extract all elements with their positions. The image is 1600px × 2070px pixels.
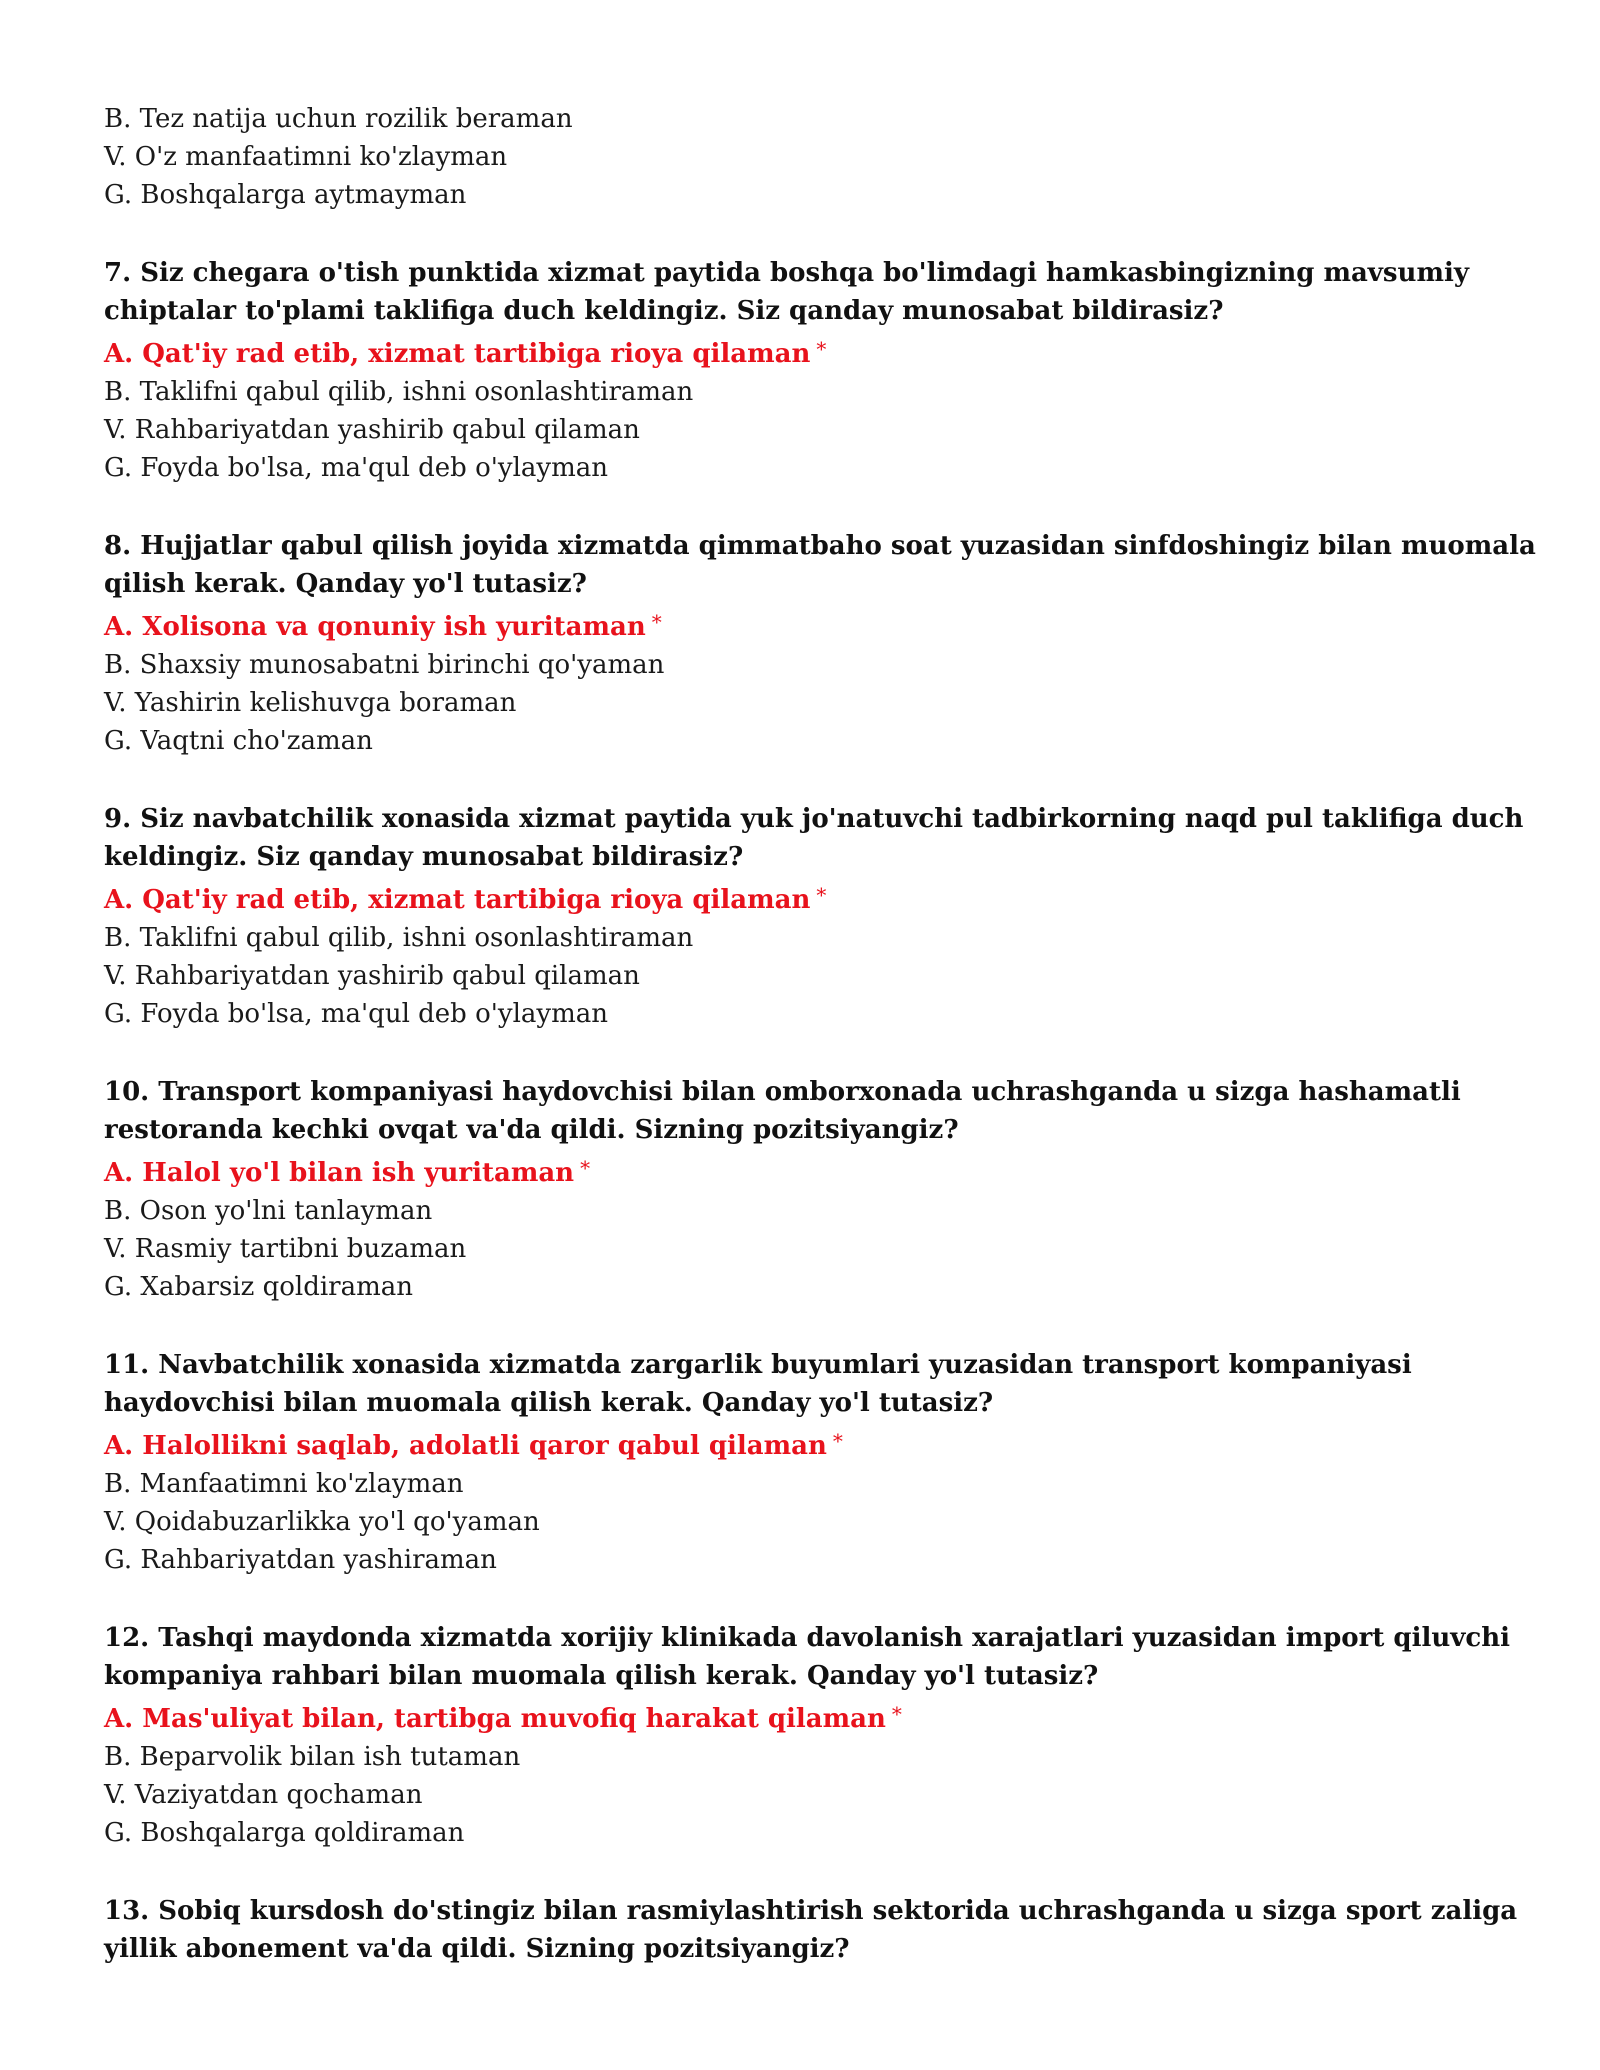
- question-text: 9. Siz navbatchilik xonasida xizmat paytida yuk jo'natuvchi tadbirkorning naqd pul taklifiga duch keldingiz. Siz qanday munosabat bildirasiz?: [104, 804, 1524, 872]
- correct-marker: *: [580, 1156, 591, 1180]
- correct-answer-text: A. Halol yo'l bilan ish yuritaman: [104, 1158, 575, 1188]
- question-8: [104, 527, 1544, 760]
- correct-answer-text: A. Qat'iy rad etib, xizmat tartibiga rioya qilaman: [104, 339, 811, 369]
- question-7: [104, 254, 1544, 487]
- answer-option: G. Vaqtni cho'zaman: [104, 726, 373, 756]
- question-text: 10. Transport kompaniyasi haydovchisi bilan omborxonada uchrashganda u sizga hashamatli restoranda kechki ovqat va'da qildi. Sizning pozitsiyangiz?: [104, 1077, 1461, 1145]
- answer-option: B. Taklifni qabul qilib, ishni osonlashtiraman: [104, 923, 694, 953]
- answer-option: V. Rahbariyatdan yashirib qabul qilaman: [104, 961, 640, 991]
- correct-answer: [104, 1695, 1544, 1738]
- answer-option: G. Foyda bo'lsa, ma'qul deb o'ylayman: [104, 999, 608, 1029]
- correct-answer: [104, 1422, 1544, 1465]
- answer-option: G. Foyda bo'lsa, ma'qul deb o'ylayman: [104, 453, 608, 483]
- correct-marker: *: [832, 1429, 843, 1453]
- answer-option: B. Shaxsiy munosabatni birinchi qo'yaman: [104, 650, 665, 680]
- correct-marker: *: [816, 883, 827, 907]
- correct-marker: *: [816, 337, 827, 361]
- correct-answer: [104, 603, 1544, 646]
- answer-option: V. Rahbariyatdan yashirib qabul qilaman: [104, 415, 640, 445]
- quiz-page: [104, 100, 1544, 1968]
- question-text: 11. Navbatchilik xonasida xizmatda zargarlik buyumlari yuzasidan transport kompaniyasi haydovchisi bilan muomala qilish kerak. Qanday yo'l tutasiz?: [104, 1350, 1412, 1418]
- correct-answer-text: A. Qat'iy rad etib, xizmat tartibiga rioya qilaman: [104, 885, 811, 915]
- answer-option: B. Oson yo'lni tanlayman: [104, 1196, 433, 1226]
- correct-marker: *: [891, 1702, 902, 1726]
- answer-option: V. O'z manfaatimni ko'zlayman: [104, 142, 508, 172]
- correct-marker: *: [651, 610, 662, 634]
- question-10: [104, 1073, 1544, 1306]
- answer-option: V. Rasmiy tartibni buzaman: [104, 1234, 467, 1264]
- answer-option: G. Xabarsiz qoldiraman: [104, 1272, 413, 1302]
- answer-option: V. Vaziyatdan qochaman: [104, 1780, 423, 1810]
- question-text: 13. Sobiq kursdosh do'stingiz bilan rasmiylashtirish sektorida uchrashganda u sizga sport zaliga yillik abonement va'da qildi. Sizning pozitsiyangiz?: [104, 1896, 1518, 1964]
- correct-answer: [104, 876, 1544, 919]
- answer-option: B. Tez natija uchun rozilik beraman: [104, 104, 573, 134]
- correct-answer: [104, 1149, 1544, 1192]
- answer-option: G. Rahbariyatdan yashiraman: [104, 1545, 497, 1575]
- correct-answer: [104, 330, 1544, 373]
- question-text: 8. Hujjatlar qabul qilish joyida xizmatda qimmatbaho soat yuzasidan sinfdoshingiz bilan muomala qilish kerak. Qanday yo'l tutasiz?: [104, 531, 1536, 599]
- correct-answer-text: A. Xolisona va qonuniy ish yuritaman: [104, 612, 646, 642]
- correct-answer-text: A. Mas'uliyat bilan, tartibga muvofiq harakat qilaman: [104, 1704, 886, 1734]
- question-12: [104, 1619, 1544, 1852]
- question-13: [104, 1892, 1544, 1968]
- question-11: [104, 1346, 1544, 1579]
- answer-option: B. Manfaatimni ko'zlayman: [104, 1469, 464, 1499]
- answer-option: V. Yashirin kelishuvga boraman: [104, 688, 517, 718]
- question-text: 12. Tashqi maydonda xizmatda xorijiy klinikada davolanish xarajatlari yuzasidan import qiluvchi kompaniya rahbari bilan muomala qilish kerak. Qanday yo'l tutasiz?: [104, 1623, 1510, 1691]
- question-text: 7. Siz chegara o'tish punktida xizmat paytida boshqa bo'limdagi hamkasbingizning mavsumiy chiptalar to'plami taklifiga duch keldingiz. Siz qanday munosabat bildirasiz?: [104, 258, 1469, 326]
- answer-option: B. Taklifni qabul qilib, ishni osonlashtiraman: [104, 377, 694, 407]
- answer-option: G. Boshqalarga qoldiraman: [104, 1818, 465, 1848]
- correct-answer-text: A. Halollikni saqlab, adolatli qaror qabul qilaman: [104, 1431, 827, 1461]
- answer-option: B. Beparvolik bilan ish tutaman: [104, 1742, 521, 1772]
- lead-options: [104, 100, 1544, 214]
- question-9: [104, 800, 1544, 1033]
- answer-option: V. Qoidabuzarlikka yo'l qo'yaman: [104, 1507, 540, 1537]
- answer-option: G. Boshqalarga aytmayman: [104, 180, 467, 210]
